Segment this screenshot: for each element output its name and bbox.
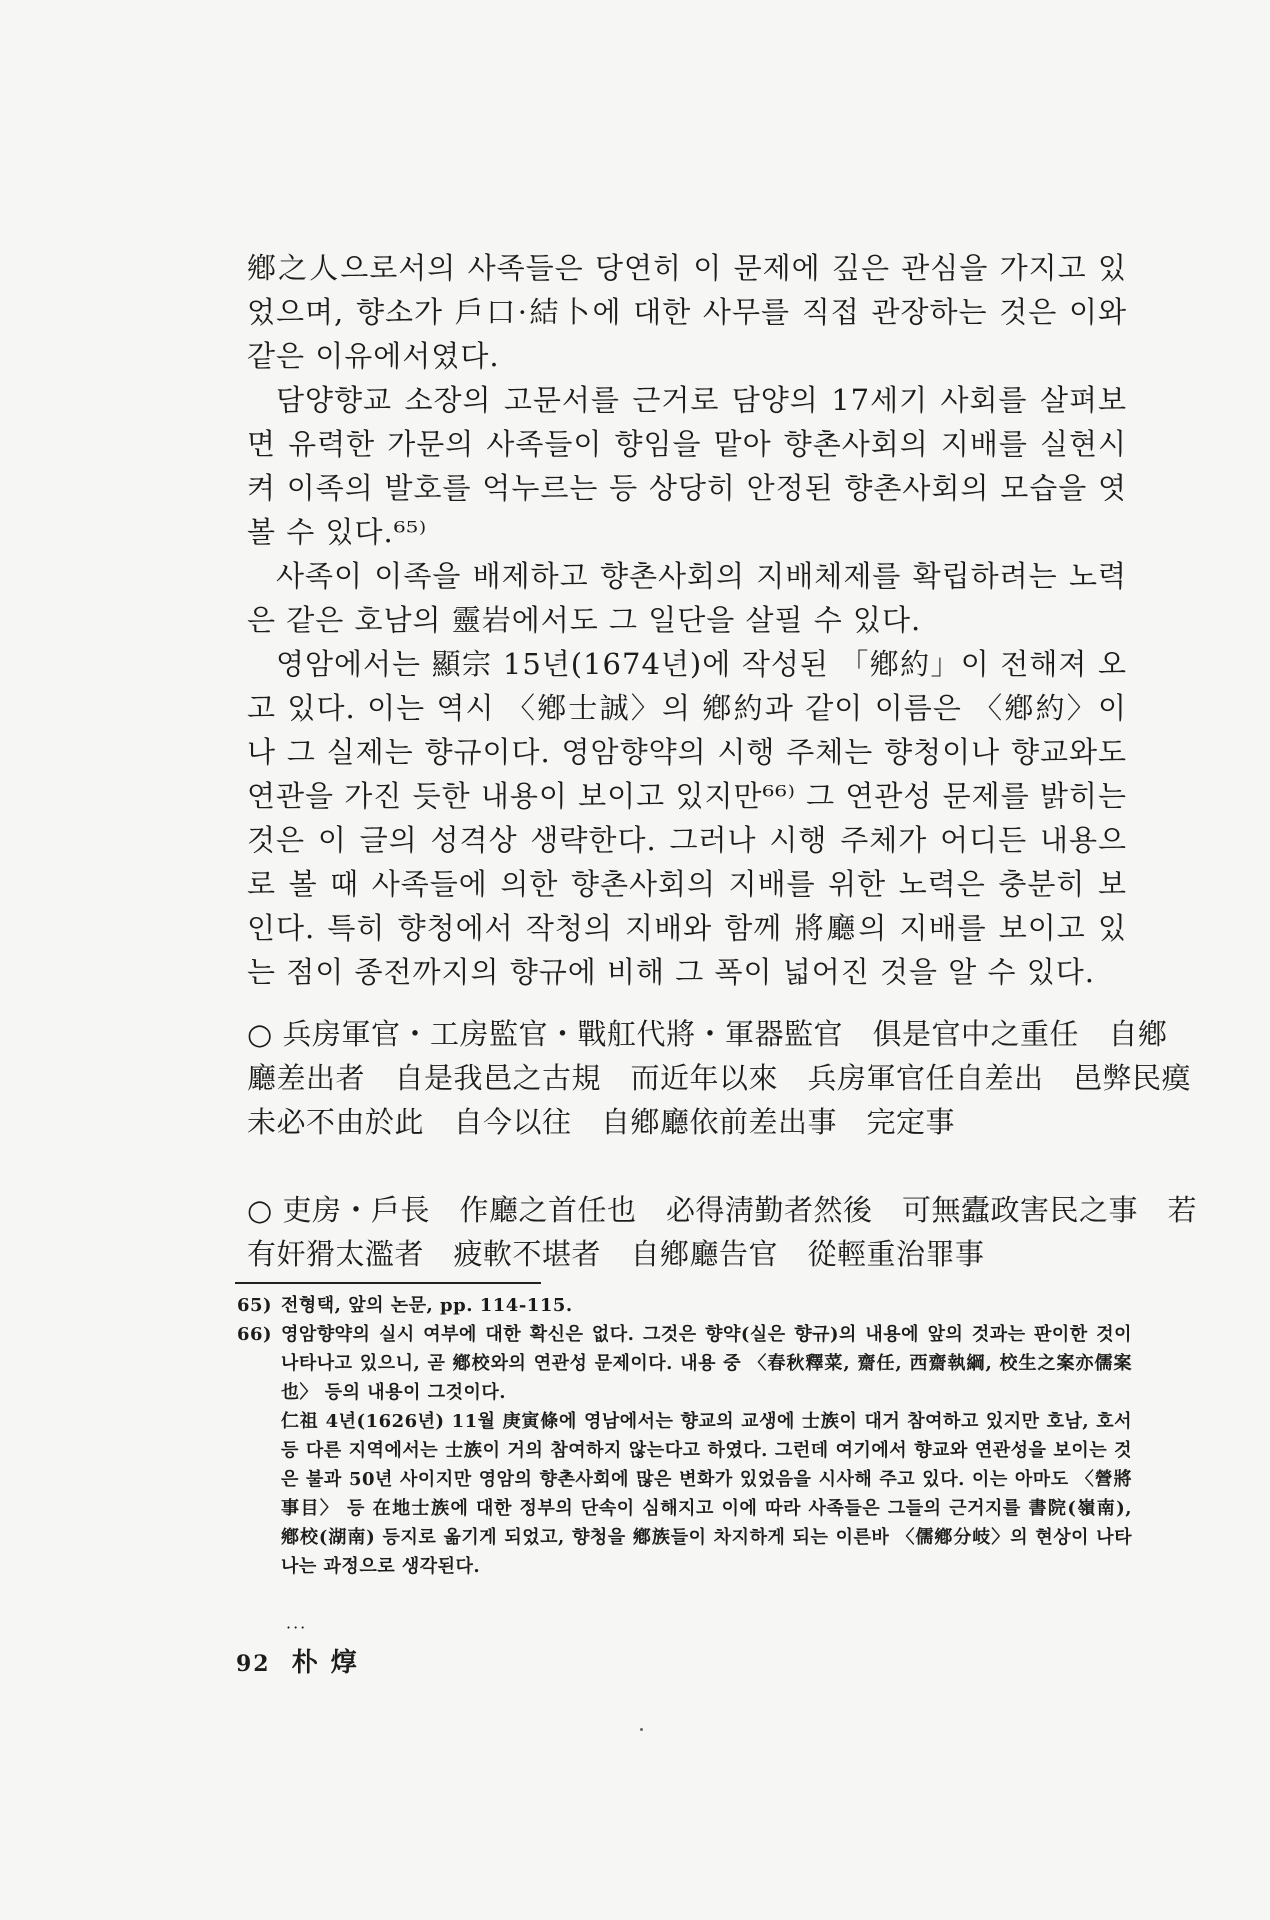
footnote-number: 65) (237, 1295, 273, 1316)
footnote-divider (235, 1282, 541, 1284)
quote-line: ○ 吏房・戶長 作廳之首任也 必得淸勤者然後 可無蠹政害民之事 若 (247, 1193, 1198, 1227)
footnote-text: 영암향약의 실시 여부에 대한 확신은 없다. 그것은 향약(실은 향규)의 내용에 앞의 것과는 판이한 것이 나타나고 있으니, 곧 鄕校와의 연관성 문제이다. 내용 중 〈春秋釋菜, 齋任, 西齋執綱, 校生之案亦儒案也〉 등의 내용이 그것이다. (281, 1324, 1132, 1403)
footnote-text: 전형택, 앞의 논문, pp. 114-115. (281, 1295, 573, 1316)
quote-line: ○ 兵房軍官・工房監官・戰舡代將・軍器監官 俱是官中之重任 自鄕 (247, 1017, 1168, 1051)
footnote (237, 1291, 1132, 1320)
ellipsis-marks: ··· (286, 1618, 308, 1637)
paragraph: 영암에서는 顯宗 15년(1674년)에 작성된 「鄕約」이 전해져 오고 있다. 이는 역시 〈鄕士誠〉의 鄕約과 같이 이름은 〈鄕約〉이나 그 실제는 향규이다. 영암향약의 시행 주체는 향청이나 향교와도 연관을 가진 듯한 내용이 보이고 있지만⁶⁶⁾ 그 연관성 문제를 밝히는 것은 이 글의 성격상 생략한다. 그러나 시행 주체가 어디든 내용으로 볼 때 사족들에 의한 향촌사회의 지배를 위한 노력은 충분히 보인다. 특히 향청에서 작청의 지배와 함께 將廳의 지배를 보이고 있는 점이 종전까지의 향규에 비해 그 폭이 넓어진 것을 알 수 있다. (247, 647, 1127, 989)
footnote-continuation (237, 1407, 1132, 1581)
quoted-regulation (247, 1012, 1192, 1144)
paragraph: 鄕之人으로서의 사족들은 당연히 이 문제에 깊은 관심을 가지고 있었으며, 향소가 戶口·結卜에 대한 사무를 직접 관장하는 것은 이와 같은 이유에서였다. (247, 251, 1127, 373)
quote-line: 有奸猾太濫者 疲軟不堪者 自鄕廳告官 從輕重治罪事 (247, 1237, 985, 1271)
footnote-text: 仁祖 4년(1626년) 11월 庚寅條에 영남에서는 향교의 교생에 士族이 대거 참여하고 있지만 호남, 호서 등 다른 지역에서는 士族이 거의 참여하지 않는다고 하였다. 그런데 여기에서 향교와 연관성을 보이는 것은 불과 50년 사이지만 영암의 향촌사회에 많은 변화가 있었음을 시사해 주고 있다. 이는 아마도 〈營將事目〉 등 在地士族에 대한 정부의 단속이 심해지고 이에 따라 사족들은 그들의 근거지를 書院(嶺南), 鄕校(湖南) 등지로 옮기게 되었고, 향청을 鄕族들이 차지하게 되는 이른바 〈儒鄕分岐〉의 현상이 나타나는 과정으로 생각된다. (281, 1411, 1132, 1577)
page-number: 92 (236, 1651, 271, 1677)
author-name: 朴 焞 (291, 1648, 359, 1678)
paragraph: 사족이 이족을 배제하고 향촌사회의 지배체제를 확립하려는 노력은 같은 호남의 靈岩에서도 그 일단을 살필 수 있다. (247, 559, 1127, 637)
footnote (237, 1320, 1132, 1407)
body-text (247, 246, 1127, 994)
quote-line: 未必不由於此 自今以往 自鄕廳依前差出事 完定事 (247, 1105, 956, 1139)
footnote-number: 66) (237, 1324, 273, 1345)
page-folio (236, 1642, 359, 1679)
paragraph: 담양향교 소장의 고문서를 근거로 담양의 17세기 사회를 살펴보면 유력한 가문의 사족들이 향임을 맡아 향촌사회의 지배를 실현시켜 이족의 발호를 억누르는 등 상당히 안정된 향촌사회의 모습을 엿볼 수 있다.⁶⁵⁾ (247, 383, 1127, 549)
scan-speck (640, 1728, 643, 1731)
quoted-regulation (247, 1188, 1198, 1276)
footnotes (237, 1291, 1132, 1581)
quote-line: 廳差出者 自是我邑之古規 而近年以來 兵房軍官任自差出 邑弊民瘼 (247, 1061, 1192, 1095)
